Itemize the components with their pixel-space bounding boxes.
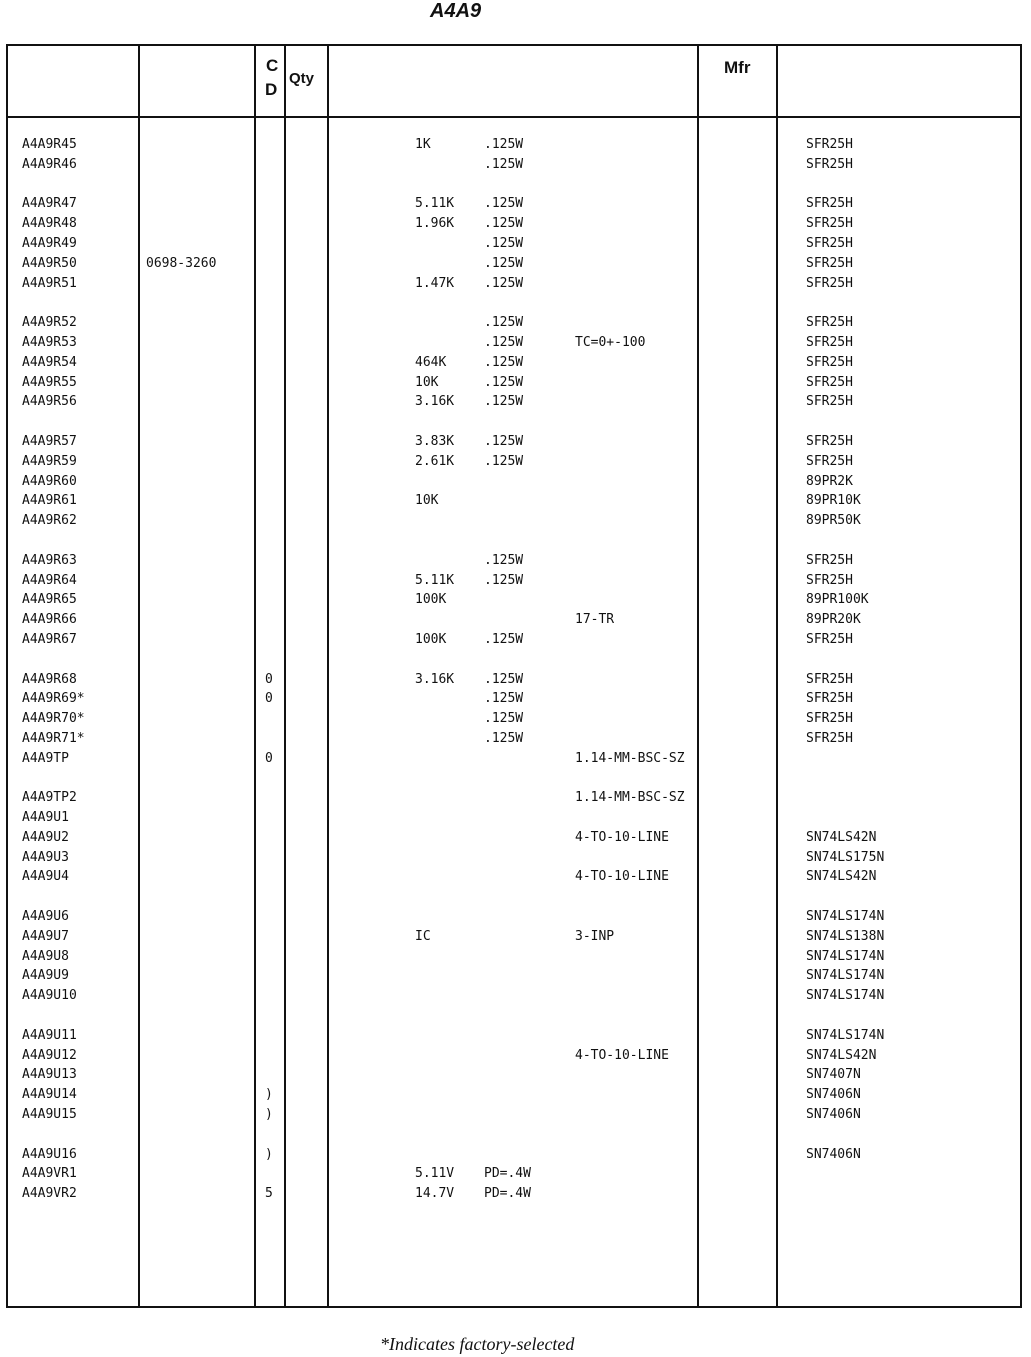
mfr-part-number: SFR25H <box>806 374 853 390</box>
table-row <box>0 194 1031 214</box>
description-rating: .125W <box>484 552 524 568</box>
description-note: 1.14-MM-BSC-SZ <box>575 750 685 766</box>
part-ref: A4A9R56 <box>22 394 77 410</box>
page-title: A4A9 <box>430 0 482 22</box>
mfr-part-number: SN74LS174N <box>806 948 885 964</box>
table-row <box>0 452 1031 472</box>
mfr-part-number: SN74LS175N <box>806 849 885 865</box>
part-ref: A4A9U9 <box>22 968 69 984</box>
mfr-part-number: SFR25H <box>806 216 853 232</box>
mfr-part-number: SFR25H <box>806 572 853 588</box>
part-ref: A4A9U2 <box>22 829 69 845</box>
check-digit: ) <box>265 1087 273 1103</box>
part-ref: A4A9VR2 <box>22 1186 77 1202</box>
table-row <box>0 1145 1031 1165</box>
table-row <box>0 274 1031 294</box>
description-value: 3.16K <box>415 671 455 687</box>
table-row <box>0 1026 1031 1046</box>
table-row <box>0 491 1031 511</box>
part-ref: A4A9R53 <box>22 334 77 350</box>
part-ref: A4A9R66 <box>22 612 77 628</box>
mfr-part-number: SFR25H <box>806 394 853 410</box>
table-row <box>0 1184 1031 1204</box>
description-value: 5.11V <box>415 1166 455 1182</box>
mfr-part-number: SFR25H <box>806 235 853 251</box>
part-ref: A4A9U11 <box>22 1027 77 1043</box>
description-value: 14.7V <box>415 1186 455 1202</box>
mfr-part-number: SN74LS42N <box>806 1047 877 1063</box>
table-row <box>0 590 1031 610</box>
part-ref: A4A9U10 <box>22 988 77 1004</box>
table-row <box>0 610 1031 630</box>
part-ref: A4A9R49 <box>22 235 77 251</box>
mfr-part-number: SFR25H <box>806 691 853 707</box>
part-ref: A4A9R69* <box>22 691 85 707</box>
part-ref: A4A9R51 <box>22 275 77 291</box>
part-ref: A4A9U15 <box>22 1107 77 1123</box>
table-row <box>0 1164 1031 1184</box>
part-ref: A4A9R62 <box>22 513 77 529</box>
description-rating: PD=.4W <box>484 1166 531 1182</box>
parts-list <box>0 135 1031 1204</box>
part-ref: A4A9U1 <box>22 810 69 826</box>
table-row <box>0 808 1031 828</box>
table-row <box>0 709 1031 729</box>
part-ref: A4A9R61 <box>22 493 77 509</box>
mfr-part-number: SFR25H <box>806 275 853 291</box>
table-row <box>0 1085 1031 1105</box>
description-rating: .125W <box>484 255 524 271</box>
table-row <box>0 135 1031 155</box>
part-ref: A4A9R60 <box>22 473 77 489</box>
part-ref: A4A9U13 <box>22 1067 77 1083</box>
mfr-part-number: SFR25H <box>806 552 853 568</box>
table-row <box>0 867 1031 887</box>
part-ref: A4A9U3 <box>22 849 69 865</box>
table-row <box>0 788 1031 808</box>
mfr-part-number: SFR25H <box>806 354 853 370</box>
part-ref: A4A9R54 <box>22 354 77 370</box>
part-ref: A4A9R55 <box>22 374 77 390</box>
description-value: 100K <box>415 631 447 647</box>
table-row <box>0 630 1031 650</box>
part-ref: A4A9R71* <box>22 730 85 746</box>
part-ref: A4A9U4 <box>22 869 69 885</box>
mfr-part-number: SFR25H <box>806 137 853 152</box>
header-mfr: Mfr <box>724 58 751 77</box>
table-row <box>0 828 1031 848</box>
mfr-part-number: SN7406N <box>806 1146 861 1162</box>
table-row <box>0 670 1031 690</box>
table-row <box>0 313 1031 333</box>
mfr-part-number: SN74LS42N <box>806 869 877 885</box>
table-row <box>0 155 1031 175</box>
part-ref: A4A9R65 <box>22 592 77 608</box>
mfr-part-number: SFR25H <box>806 711 853 727</box>
description-rating: .125W <box>484 315 524 331</box>
part-ref: A4A9U8 <box>22 948 69 964</box>
mfr-part-number: SFR25H <box>806 433 853 449</box>
description-note: 3-INP <box>575 928 615 944</box>
part-ref: A4A9U16 <box>22 1146 77 1162</box>
mfr-part-number: 89PR2K <box>806 473 853 489</box>
description-note: 1.14-MM-BSC-SZ <box>575 790 685 806</box>
description-rating: .125W <box>484 216 524 232</box>
table-row <box>0 472 1031 492</box>
table-row <box>0 1046 1031 1066</box>
mfr-part-number: SN74LS174N <box>806 988 885 1004</box>
mfr-part-number: SFR25H <box>806 671 853 687</box>
part-ref: A4A9R68 <box>22 671 77 687</box>
part-ref: A4A9R57 <box>22 433 77 449</box>
part-ref: A4A9U12 <box>22 1047 77 1063</box>
description-note: TC=0+-100 <box>575 334 646 350</box>
description-value: 1.96K <box>415 216 455 232</box>
description-rating: .125W <box>484 433 524 449</box>
mfr-part-number: 89PR10K <box>806 493 861 509</box>
mfr-part-number: SN74LS174N <box>806 909 885 925</box>
mfr-part-number: SN74LS174N <box>806 1027 885 1043</box>
part-ref: A4A9R59 <box>22 453 77 469</box>
table-row <box>0 511 1031 531</box>
part-ref: A4A9U6 <box>22 909 69 925</box>
part-ref: A4A9VR1 <box>22 1166 77 1182</box>
description-rating: .125W <box>484 275 524 291</box>
header-qty: Qty <box>289 70 315 87</box>
part-ref: A4A9R63 <box>22 552 77 568</box>
description-value: 3.16K <box>415 394 455 410</box>
mfr-part-number: SN74LS138N <box>806 928 885 944</box>
mfr-part-number: SN7407N <box>806 1067 861 1083</box>
mfr-part-number: SFR25H <box>806 156 853 172</box>
table-row <box>0 986 1031 1006</box>
header-divider <box>6 116 1022 118</box>
mfr-part-number: SFR25H <box>806 631 853 647</box>
mfr-part-number: 89PR20K <box>806 612 861 628</box>
description-value: 2.61K <box>415 453 455 469</box>
description-value: 1K <box>415 137 431 152</box>
table-row <box>0 907 1031 927</box>
table-row <box>0 729 1031 749</box>
description-rating: .125W <box>484 156 524 172</box>
table-row <box>0 966 1031 986</box>
table-row <box>0 551 1031 571</box>
mfr-part-number: SFR25H <box>806 196 853 212</box>
part-ref: A4A9TP2 <box>22 790 77 806</box>
description-rating: .125W <box>484 671 524 687</box>
description-rating: .125W <box>484 374 524 390</box>
part-ref: A4A9R45 <box>22 137 77 152</box>
description-note: 17-TR <box>575 612 615 628</box>
mfr-part-number: SN74LS174N <box>806 968 885 984</box>
description-value: 10K <box>415 374 439 390</box>
description-rating: .125W <box>484 196 524 212</box>
table-row <box>0 927 1031 947</box>
part-ref: A4A9U14 <box>22 1087 77 1103</box>
table-row <box>0 1065 1031 1085</box>
check-digit: 5 <box>265 1186 273 1202</box>
description-note: 4-TO-10-LINE <box>575 829 669 845</box>
mfr-part-number: SFR25H <box>806 334 853 350</box>
check-digit: 0 <box>265 671 273 687</box>
mfr-part-number: SFR25H <box>806 453 853 469</box>
mfr-part-number: SFR25H <box>806 315 853 331</box>
description-rating: .125W <box>484 453 524 469</box>
part-ref: A4A9R46 <box>22 156 77 172</box>
mfr-part-number: SFR25H <box>806 730 853 746</box>
table-row <box>0 571 1031 591</box>
description-rating: .125W <box>484 334 524 350</box>
description-rating: .125W <box>484 572 524 588</box>
description-note: 4-TO-10-LINE <box>575 869 669 885</box>
table-row <box>0 333 1031 353</box>
part-ref: A4A9R48 <box>22 216 77 232</box>
description-value: 10K <box>415 493 439 509</box>
description-value: 464K <box>415 354 447 370</box>
description-rating: .125W <box>484 394 524 410</box>
part-ref: A4A9R52 <box>22 315 77 331</box>
description-rating: PD=.4W <box>484 1186 531 1202</box>
description-value: 100K <box>415 592 447 608</box>
table-row <box>0 234 1031 254</box>
description-rating: .125W <box>484 631 524 647</box>
description-value: IC <box>415 928 431 944</box>
mfr-part-number: SN7406N <box>806 1087 861 1103</box>
table-row <box>0 254 1031 274</box>
description-value: 5.11K <box>415 196 455 212</box>
part-ref: A4A9TP <box>22 750 69 766</box>
description-value: 3.83K <box>415 433 455 449</box>
table-row <box>0 432 1031 452</box>
description-value: 1.47K <box>415 275 455 291</box>
check-digit: 0 <box>265 691 273 707</box>
description-rating: .125W <box>484 354 524 370</box>
table-row <box>0 749 1031 769</box>
table-row <box>0 353 1031 373</box>
part-ref: A4A9R70* <box>22 711 85 727</box>
check-digit: ) <box>265 1146 273 1162</box>
mfr-part-number: 89PR100K <box>806 592 869 608</box>
check-digit: ) <box>265 1107 273 1123</box>
part-number: 0698-3260 <box>146 255 217 271</box>
description-note: 4-TO-10-LINE <box>575 1047 669 1063</box>
description-value: 5.11K <box>415 572 455 588</box>
table-row <box>0 689 1031 709</box>
description-rating: .125W <box>484 137 524 152</box>
header-cd-top: C <box>266 56 279 75</box>
header-cd-bottom: D <box>265 80 278 99</box>
footnote: *Indicates factory-selected <box>380 1334 575 1354</box>
description-rating: .125W <box>484 691 524 707</box>
check-digit: 0 <box>265 750 273 766</box>
mfr-part-number: SN74LS42N <box>806 829 877 845</box>
part-ref: A4A9R64 <box>22 572 77 588</box>
description-rating: .125W <box>484 235 524 251</box>
part-ref: A4A9R47 <box>22 196 77 212</box>
mfr-part-number: SN7406N <box>806 1107 861 1123</box>
table-row <box>0 947 1031 967</box>
part-ref: A4A9R67 <box>22 631 77 647</box>
table-row <box>0 373 1031 393</box>
table-row <box>0 848 1031 868</box>
table-row <box>0 392 1031 412</box>
mfr-part-number: SFR25H <box>806 255 853 271</box>
description-rating: .125W <box>484 711 524 727</box>
mfr-part-number: 89PR50K <box>806 513 861 529</box>
part-ref: A4A9U7 <box>22 928 69 944</box>
table-row <box>0 1105 1031 1125</box>
part-ref: A4A9R50 <box>22 255 77 271</box>
table-row <box>0 214 1031 234</box>
description-rating: .125W <box>484 730 524 746</box>
